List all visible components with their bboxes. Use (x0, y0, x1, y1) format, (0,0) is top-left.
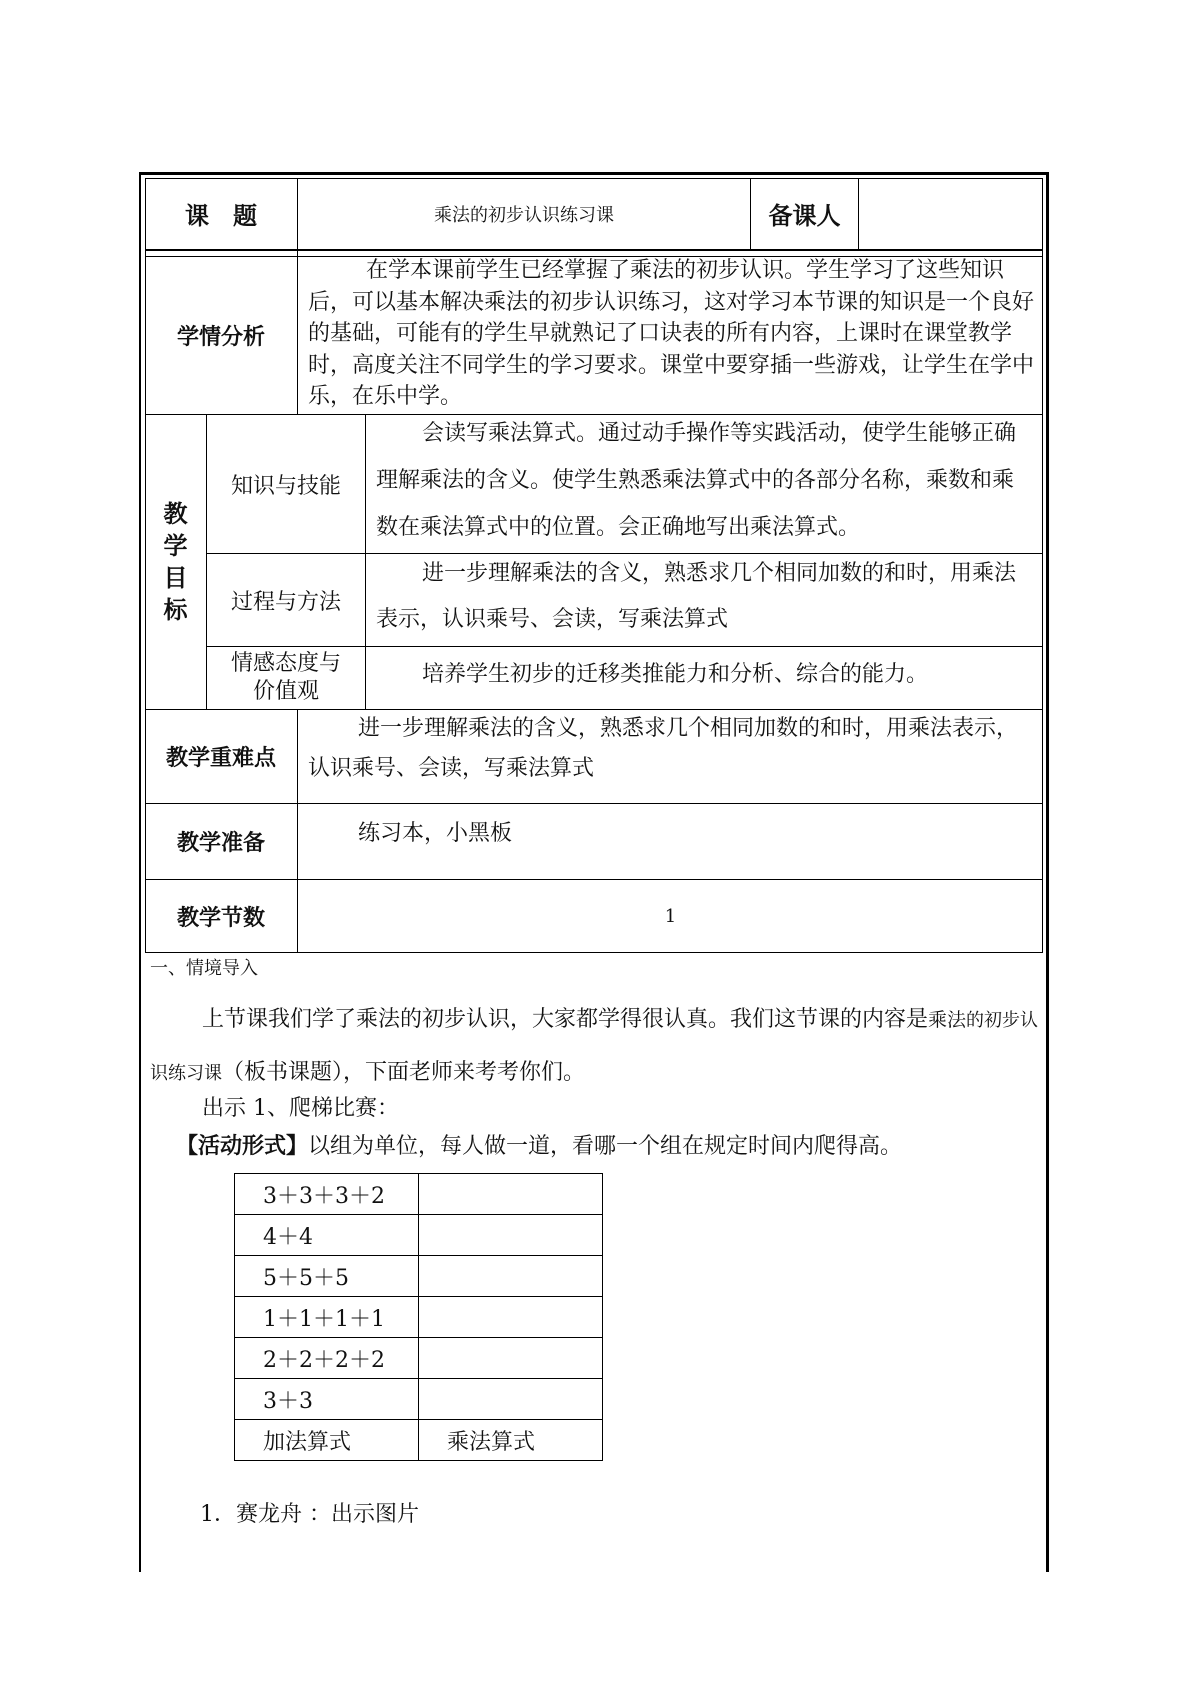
preparation-text: 练习本，小黑板 (358, 821, 513, 846)
goals-label-char: 标 (163, 596, 188, 624)
goal-text-process: 进一步理解乘法的含义，熟悉求几个相同加数的和时，用乘法表示，认识乘号、会读，写乘法算式 (376, 561, 1017, 632)
addition-cell: 5＋5＋5 (235, 1256, 419, 1297)
ladder-table (234, 1173, 603, 1461)
intro-paragraph (150, 994, 1040, 1100)
activity-line (176, 1128, 1036, 1166)
goal-text-attitude: 培养学生初步的迁移类推能力和分析、综合的能力。 (422, 662, 929, 687)
table-row (235, 1379, 603, 1420)
goal-text-knowledge: 会读写乘法算式。通过动手操作等实践活动，使学生能够正确理解乘法的含义。使学生熟悉乘法算式中的各部分名称，乘数和乘数在乘法算式中的位置。会正确地写出乘法算式。 (376, 421, 1017, 540)
goals-label-char: 目 (163, 564, 188, 592)
goal-label-process: 过程与方法 (230, 589, 341, 615)
grid-line (297, 249, 298, 414)
addition-cell: 1＋1＋1＋1 (235, 1297, 419, 1338)
sessions-label: 教学节数 (176, 906, 265, 931)
preparer-label: 备课人 (768, 202, 841, 230)
dragon-boat-item: 1．赛龙舟 ：出示图片 (200, 1502, 419, 1527)
grid-line (365, 414, 366, 709)
table-row (235, 1338, 603, 1379)
table-row (235, 1174, 603, 1215)
grid-line (145, 249, 1043, 251)
key-points-text: 进一步理解乘法的含义，熟悉求几个相同加数的和时，用乘法表示，认识乘号、会读，写乘法算式 (308, 716, 1019, 781)
goal-label-attitude-line1: 情感态度与 (230, 651, 341, 676)
topic-label: 课 题 (185, 202, 257, 230)
answer-cell (419, 1338, 603, 1379)
analysis-text: 在学本课前学生已经掌握了乘法的初步认识。学生学习了这些知识后，可以基本解决乘法的初步认识练习，这对学习本节课的知识是一个良好的基础，可能有的学生早就熟记了口诀表的所有内容，上课时在课堂教学时，高度关注不同学生的学习要求。课堂中要穿插一些游戏，让学生在学中乐，在乐中学。 (308, 258, 1035, 409)
preparation-label: 教学准备 (176, 831, 265, 856)
goal-label-attitude-line2: 价值观 (252, 679, 319, 704)
analysis-label: 学情分析 (176, 325, 265, 350)
preparer-value (859, 178, 1043, 249)
section-title: 一、情境导入 (150, 958, 258, 979)
table-row (235, 1256, 603, 1297)
answer-cell (419, 1256, 603, 1297)
addition-cell: 3＋3 (235, 1379, 419, 1420)
table-footer-row (235, 1420, 603, 1461)
addition-cell: 2＋2＋2＋2 (235, 1338, 419, 1379)
footer-addition-label: 加法算式 (235, 1420, 419, 1461)
table-row (235, 1297, 603, 1338)
intro-text-1: 上节课我们学了乘法的初步认识，大家都学得很认真。我们这节课的内容是 (202, 1007, 929, 1032)
goal-label-attitude (207, 647, 365, 709)
goal-label-knowledge: 知识与技能 (230, 473, 341, 499)
addition-cell: 3＋3＋3＋2 (235, 1174, 419, 1215)
footer-multiplication-label: 乘法算式 (419, 1420, 603, 1461)
answer-cell (419, 1174, 603, 1215)
answer-cell (419, 1379, 603, 1420)
topic-value: 乘法的初步认识练习课 (434, 204, 614, 226)
activity-bracket: 【活动形式】 (176, 1134, 309, 1159)
key-points-label: 教学重难点 (165, 746, 276, 771)
sessions-value: 1 (664, 906, 677, 927)
intro-small-1: 乘法 (928, 1009, 967, 1031)
table-row (235, 1215, 603, 1256)
intro-small-2: 的初步认识练习课 (150, 1010, 1039, 1084)
goals-label (145, 415, 206, 709)
goals-label-char: 教 (163, 500, 188, 528)
goals-label-char: 学 (163, 532, 188, 560)
addition-cell: 4＋4 (235, 1215, 419, 1256)
activity-text: 以组为单位，每人做一道，看哪一个组在规定时间内爬得高。 (308, 1134, 903, 1159)
answer-cell (419, 1297, 603, 1338)
intro-text-2: （板书课题），下面老师来考考你们。 (222, 1060, 586, 1085)
answer-cell (419, 1215, 603, 1256)
show-ladder-game: 出示 1、爬梯比赛： (202, 1096, 399, 1121)
